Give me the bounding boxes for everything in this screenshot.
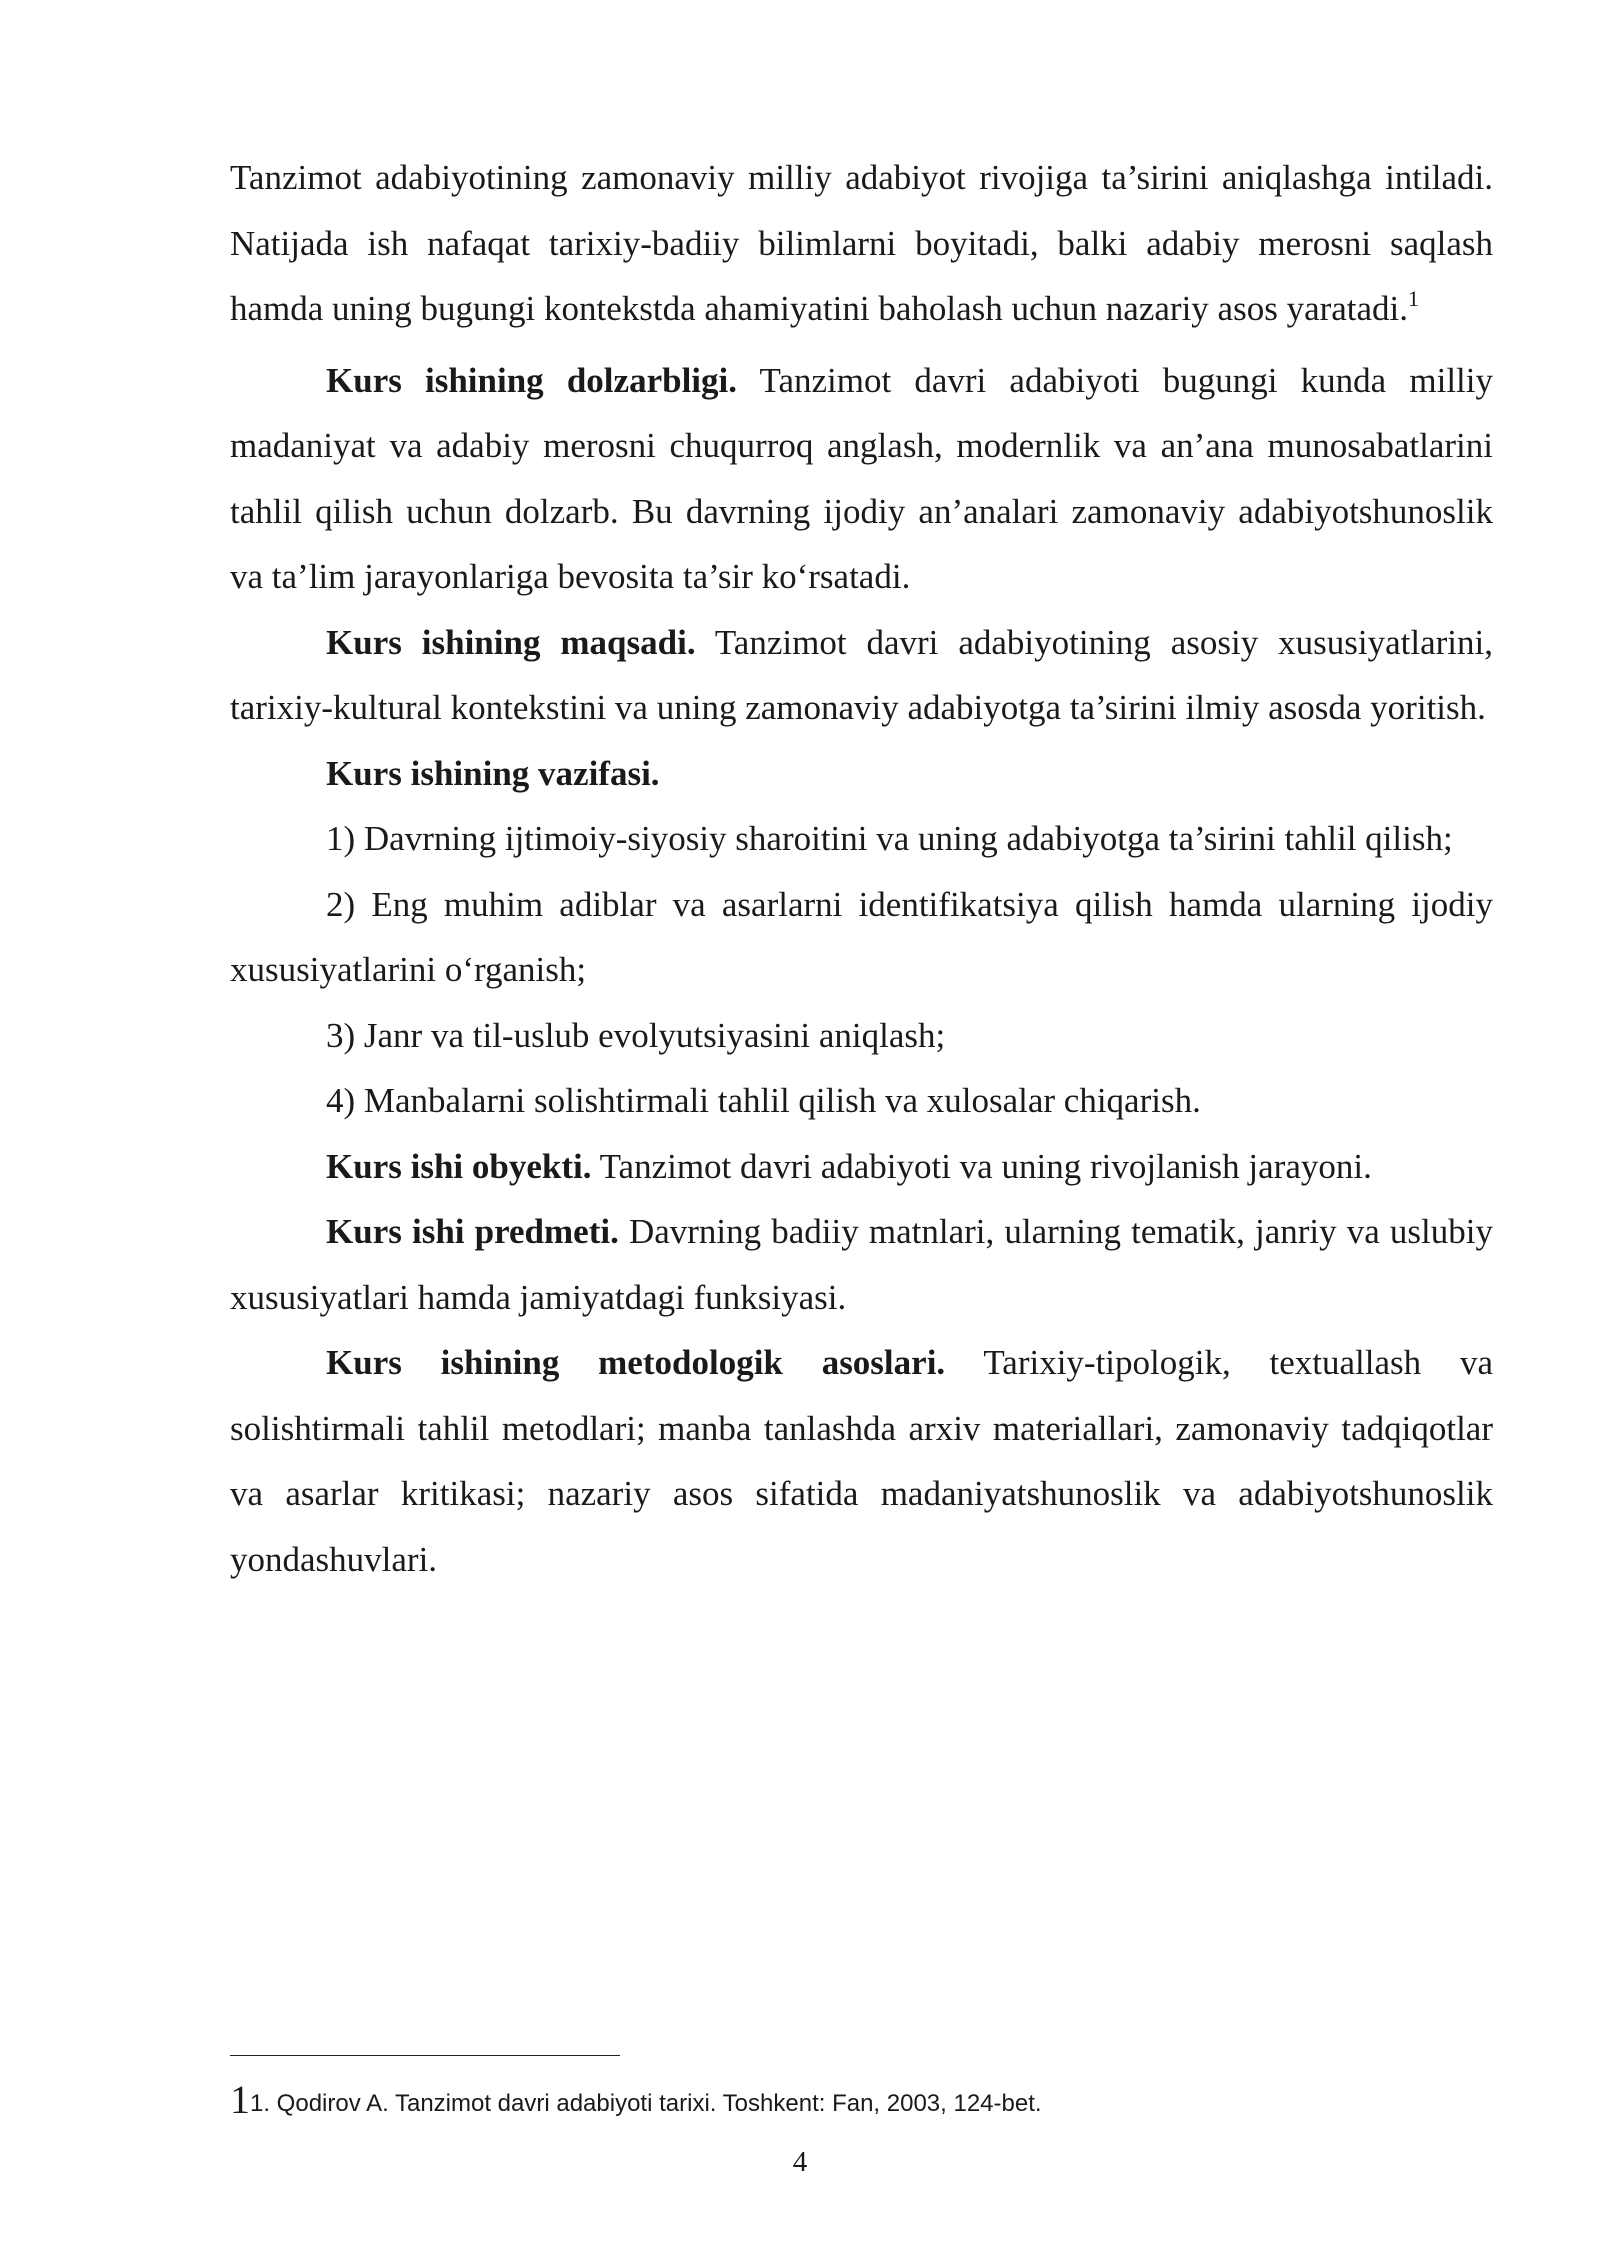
task-item: 4) Manbalarni solishtirmali tahlil qilish va xulosalar chiqarish.: [326, 1081, 1201, 1120]
paragraph-text: Davrning badiiy matnlari, ularning tematik, janriy va uslubiy xususiyatlari hamda jamiyatdagi funksiyasi.: [230, 1212, 1493, 1317]
paragraph-text: Tanzimot davri adabiyotining asosiy xususiyatlarini, tarixiy-kultural kontekstini va uning zamonaviy adabiyotga ta’sirini ilmiy asosda yoritish.: [230, 622, 1493, 727]
paragraph-text: Tanzimot adabiyotining zamonaviy milliy adabiyot rivojiga ta’sirini aniqlashga intiladi. Natijada ish nafaqat tarixiy-badiiy bilimlarni boyitadi, balki adabiy merosni saqlash hamda uning bugungi kontekstda ahamiyatini baholash uchun nazariy asos yaratadi.: [230, 158, 1493, 328]
paragraph-text: Tarixiy-tipologik, textuallash va solishtirmali tahlil metodlari; manba tanlashda arxiv materiallari, zamonaviy tadqiqotlar va asarlar kritikasi; nazariy asos sifatida madaniyatshunoslik va adabiyotshunoslik yondashuvlari.: [230, 1343, 1494, 1579]
task-item: 1) Davrning ijtimoiy-siyosiy sharoitini va uning adabiyotga ta’sirini tahlil qilish;: [326, 819, 1453, 858]
section-heading-maqsad: Kurs ishining maqsadi.: [326, 622, 696, 662]
footnote-reference: 1: [1408, 286, 1420, 311]
section-heading-dolzarblik: Kurs ishining dolzarbligi.: [326, 360, 737, 400]
paragraph-text: Tanzimot davri adabiyoti bugungi kunda milliy madaniyat va adabiy merosni chuqurroq anglash, modernlik va an’ana munosabatlarini tahlil qilish uchun dolzarb. Bu davrning ijodiy an’analari zamonaviy adabiyotshunoslik va ta’lim jarayonlariga bevosita ta’sir ko‘rsatadi.: [230, 360, 1493, 596]
footnote-separator: [230, 2055, 620, 2056]
paragraph-text: Tanzimot davri adabiyoti va uning rivojlanish jarayoni.: [591, 1146, 1372, 1186]
footnote: [230, 2077, 1493, 2124]
page-number: 4: [792, 2146, 808, 2178]
paragraph-obyekt: [230, 1134, 1493, 1200]
footnote-text: 1. Qodirov A. Tanzimot davri adabiyoti tarixi. Toshkent: Fan, 2003, 124-bet.: [250, 2090, 1042, 2117]
paragraph-intro-continuation: [230, 145, 1493, 342]
paragraph-predmet: [230, 1199, 1493, 1330]
paragraph-maqsad: [230, 610, 1493, 741]
paragraph-dolzarblik: [230, 348, 1493, 610]
task-item: 3) Janr va til-uslub evolyutsiyasini aniqlash;: [326, 1015, 946, 1055]
task-item: 2) Eng muhim adiblar va asarlarni identifikatsiya qilish hamda ularning ijodiy xususiyatlarini o‘rganish;: [230, 884, 1493, 989]
paragraph-metod: [230, 1330, 1493, 1592]
footnote-mark: 1: [230, 2077, 250, 2122]
section-heading-obyekt: Kurs ishi obyekti.: [326, 1146, 592, 1186]
section-heading-vazifa: [230, 741, 1493, 807]
body-text: [230, 145, 1493, 1592]
heading-text: Kurs ishining vazifasi.: [326, 753, 660, 793]
section-heading-metod: Kurs ishining metodologik asoslari.: [326, 1343, 946, 1382]
section-heading-predmet: Kurs ishi predmeti.: [326, 1212, 619, 1251]
